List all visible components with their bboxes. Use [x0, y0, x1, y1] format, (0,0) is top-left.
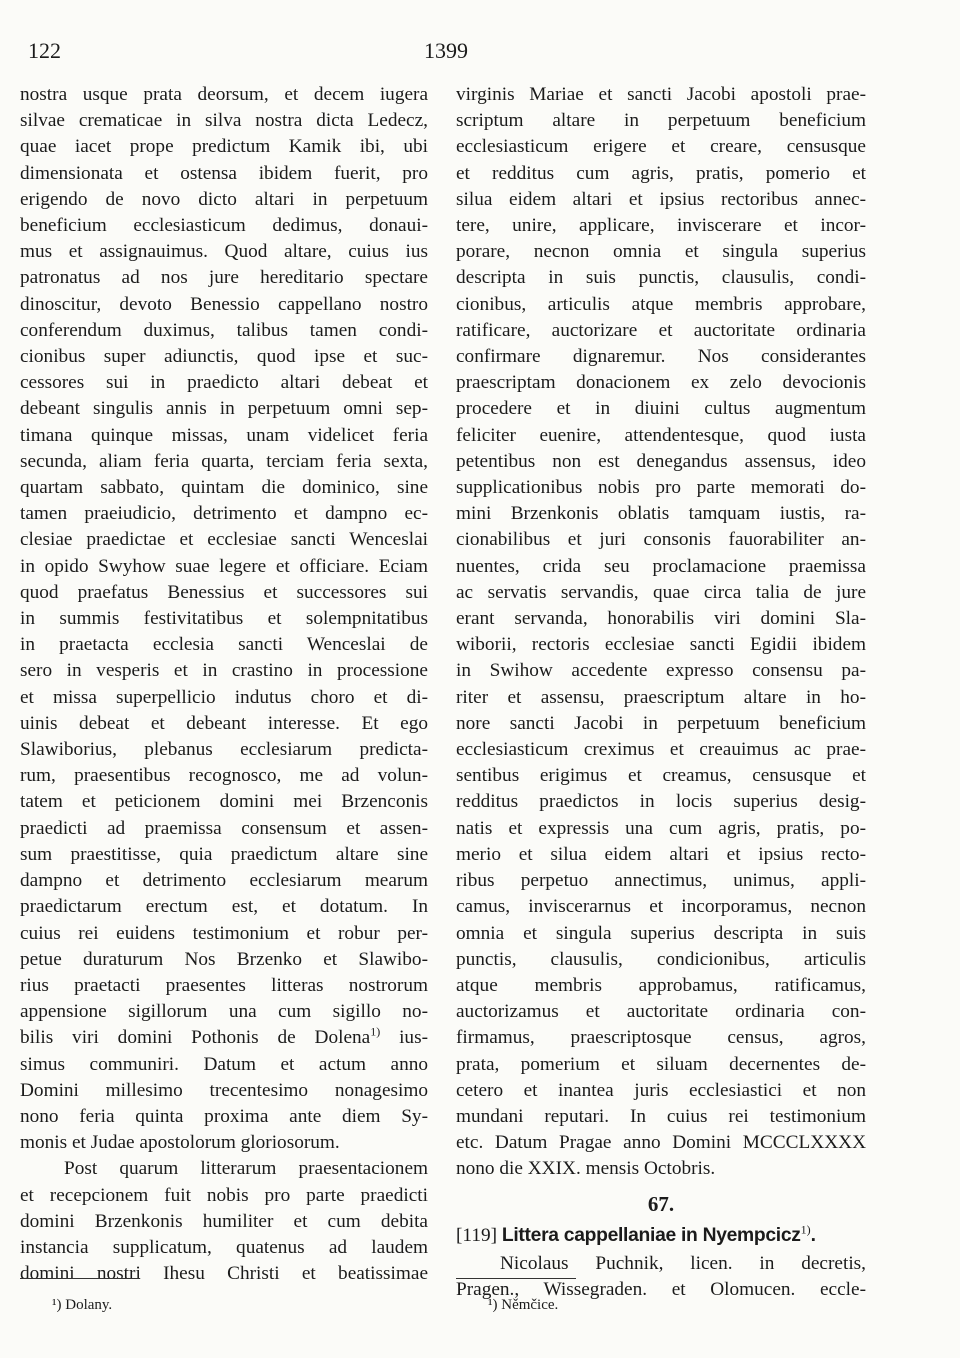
text-line: sum praestitisse, quia praedictum altare sine [20, 843, 428, 865]
text-segment: bilis viri domini Pothonis de Dolena [20, 1027, 371, 1049]
text-line: et missa superpellicio indutus choro et di- [20, 686, 428, 708]
text-line: dimensionata et ostensa ibidem fuerit, pro [20, 162, 428, 184]
footnote-divider [20, 1278, 140, 1279]
text-line: praedicti ad praemissa consensum et assen- [20, 817, 428, 839]
text-line: quae iacet prope predictum Kamik ibi, ubi [20, 136, 428, 158]
right-column [456, 82, 866, 1303]
text-line: clesiae praedictae et ecclesiae sancti Wenceslai [20, 529, 428, 551]
text-line: supplicationibus nobis pro parte memorati do- [456, 477, 866, 499]
text-line: etc. Datum Pragae anno Domini MCCCLXXXX [456, 1132, 866, 1154]
footnote-left: ¹) Dolany. [52, 1297, 113, 1313]
text-line: mundani reputari. In cuius rei testimonium [456, 1105, 866, 1127]
document-title-period: . [810, 1224, 816, 1246]
text-line: tere, unire, applicare, inviscerare et incor- [456, 215, 866, 237]
text-line: Slawiborius, plebanus ecclesiarum predicta- [20, 739, 428, 761]
text-line: redditus praedictos in locis superius desig- [456, 791, 866, 813]
text-line: nuentes, crida seu proclamacione praemissa [456, 555, 866, 577]
footnote-marker: 1) [800, 1222, 811, 1237]
text-line: nostra usque prata deorsum, et decem iugera [20, 84, 428, 105]
text-line: instancia supplicatum, quatenus ad laudem [20, 1236, 428, 1258]
text-line: patronatus ad nos jure hereditario spectare [20, 267, 428, 289]
document-title-text: Littera cappellaniae in Nyempcicz [501, 1224, 801, 1246]
footnote-divider [456, 1278, 576, 1279]
text-line: ribus perpetuo annectimus, unimus, appli- [456, 870, 866, 892]
text-line: cionabilibus et juri consonis fauorabiliter an- [456, 529, 866, 551]
text-line: beneficium ecclesiasticum dedimus, donaui- [20, 215, 428, 237]
text-line: ac servatis servandis, quae circa talia de jure [456, 581, 866, 603]
text-line: sero in vesperis et in crastino in processione [20, 660, 428, 682]
text-line: nore sancti Jacobi in perpetuum beneficium [456, 712, 866, 734]
text-line: prata, pomerium et siluam decernentes de- [456, 1053, 866, 1075]
text-line: Domini millesimo trecentesimo nonagesimo [20, 1079, 428, 1101]
text-line: ratificare, auctorizare et auctoritate ordinaria [456, 319, 866, 341]
text-line: cetero et inantea juris ecclesiastici et non [456, 1079, 866, 1101]
text-line: uinis debeat et debeant interesse. Et ego [20, 712, 428, 734]
text-line: dinoscitur, devoto Benessio cappellano nostro [20, 293, 428, 315]
text-line: confirmare dignaremur. Nos considerantes [456, 346, 866, 368]
footnote-right: ¹) Němčice. [488, 1297, 559, 1313]
text-line: praescriptam donacionem ex zelo devocionis [456, 372, 866, 394]
text-line: in opido Swyhow suae legere et officiare. Eciam [20, 555, 428, 577]
text-line: mini Brzenkonis oblatis tamquam iustis, ra- [456, 503, 866, 525]
text-line: in summis festivitatibus et solempnitatibus [20, 608, 428, 630]
text-line: tamen praeiudicio, detrimento et dampno ec- [20, 503, 428, 525]
text-line: scriptum altare in perpetuum beneficium [456, 110, 866, 132]
text-line: mus et assignauimus. Quod altare, cuius ius [20, 241, 428, 263]
text-line: quod praefatus Benessius et successores sui [20, 581, 428, 603]
text-line: punctis, clausulis, condicionibus, articulis [456, 948, 866, 970]
text-line: cionibus super adiunctis, quod ipse et suc- [20, 346, 428, 368]
text-line: porare, necnon omnia et singula superius [456, 241, 866, 263]
text-line: erant servanda, honorabilis viri domini Sla- [456, 608, 866, 630]
text-line: sentibus erigimus et creamus, censusque et [456, 765, 866, 787]
text-line: Pragen., Wissegraden. et Olomucen. eccle- [456, 1279, 866, 1301]
text-line: secunda, aliam feria quarta, terciam feria sexta, [20, 450, 428, 472]
text-line: in praetacta ecclesia sancti Wenceslai de [20, 634, 428, 656]
text-line: rius praetacti praesentes litteras nostrorum [20, 974, 428, 996]
text-line: omnia et singula superius descripta in suis [456, 922, 866, 944]
text-line: camus, inviscerarnus et incorporamus, necnon [456, 896, 866, 918]
text-line: appensione sigillorum una cum sigillo no- [20, 1001, 428, 1023]
document-title [456, 1223, 866, 1249]
text-line: atque membris approbamus, ratificamus, [456, 974, 866, 996]
text-line: wiborii, rectoris ecclesiae sancti Egidii ibidem [456, 634, 866, 656]
text-line: domini Brzenkonis humiliter et cum debita [20, 1210, 428, 1232]
text-line: tatem et peticionem domini mei Brzenconis [20, 791, 428, 813]
text-line: et recepcionem fuit nobis pro parte praedicti [20, 1184, 428, 1206]
text-line: descripta in suis punctis, clausulis, condi- [456, 267, 866, 289]
text-line-with-footnote [20, 1025, 428, 1051]
year-header: 1399 [424, 38, 468, 63]
text-line: ecclesiasticum creximus et creauimus ac prae- [456, 739, 866, 761]
text-line: domini nostri Ihesu Christi et beatissimae [20, 1263, 428, 1285]
text-line: nono die XXIX. mensis Octobris. [456, 1158, 716, 1180]
text-line: silvae crematicae in silva nostra dicta Ledecz, [20, 110, 428, 132]
text-line: monis et Judae apostolorum gloriosorum. [20, 1132, 340, 1154]
document-bracket-number: [119] [456, 1224, 498, 1246]
text-line: silua eidem altari et ipsius rectoribus annec- [456, 188, 866, 210]
text-line: cionibus, articulis atque membris approbare, [456, 293, 866, 315]
page-number: 122 [28, 38, 61, 63]
text-line: Nicolaus Puchnik, licen. in decretis, [500, 1252, 866, 1274]
text-line: natis et expressis una cum agris, pratis, po- [456, 817, 866, 839]
text-line: nono feria quinta proxima ante diem Sy- [20, 1105, 428, 1127]
text-line: merio et silua eidem altari et ipsius recto- [456, 843, 866, 865]
text-line: timana quinque missas, unam videlicet feria [20, 424, 428, 446]
text-line: petue duraturum Nos Brzenko et Slawibo- [20, 948, 428, 970]
document-number: 67. [647, 1191, 675, 1216]
text-line: in Swihow accedente expresso consensu pa- [456, 660, 866, 682]
text-segment: ius- [380, 1027, 428, 1049]
text-line: praedictarum erectum est, et dotatum. In [20, 896, 428, 918]
text-line: cuius rei euidens testimonium et robur per- [20, 922, 428, 944]
footnote-marker: 1) [370, 1025, 381, 1039]
text-line: et redditus cum agris, pratis, pomerio et [456, 162, 866, 184]
text-line: simus communiri. Datum et actum anno [20, 1053, 428, 1075]
text-line: quartam sabbato, quintam die dominico, sine [20, 477, 428, 499]
text-line: cessores sui in praedicto altari debeat et [20, 372, 428, 394]
text-line: virginis Mariae et sancti Jacobi apostoli prae- [456, 84, 866, 105]
text-line: feliciter euenire, attendentesque, quod iusta [456, 424, 866, 446]
text-line: rum, praesentibus recognosco, me ad volun- [20, 765, 428, 787]
text-line: procedere et in diuini cultus augmentum [456, 398, 866, 420]
text-line: conferendum duximus, talibus tamen condi- [20, 319, 428, 341]
text-line: firmamus, praescriptosque census, agros, [456, 1027, 866, 1049]
text-line: auctorizamus et auctoritate ordinaria con- [456, 1001, 866, 1023]
text-line: petentibus non est denegandus assensus, ideo [456, 450, 866, 472]
text-line: ecclesiasticum erigere et creare, censusque [456, 136, 866, 158]
left-column [20, 82, 428, 1287]
text-line: dampno et detrimento ecclesiarum mearum [20, 870, 428, 892]
text-line: riter et assensu, praescriptum altare in ho- [456, 686, 866, 708]
text-line: Post quarum litterarum praesentacionem [64, 1158, 428, 1180]
text-line: erigendo de novo dicto altari in perpetuum [20, 188, 428, 210]
text-line: debeant singulis annis in perpetuum omni sep- [20, 398, 428, 420]
